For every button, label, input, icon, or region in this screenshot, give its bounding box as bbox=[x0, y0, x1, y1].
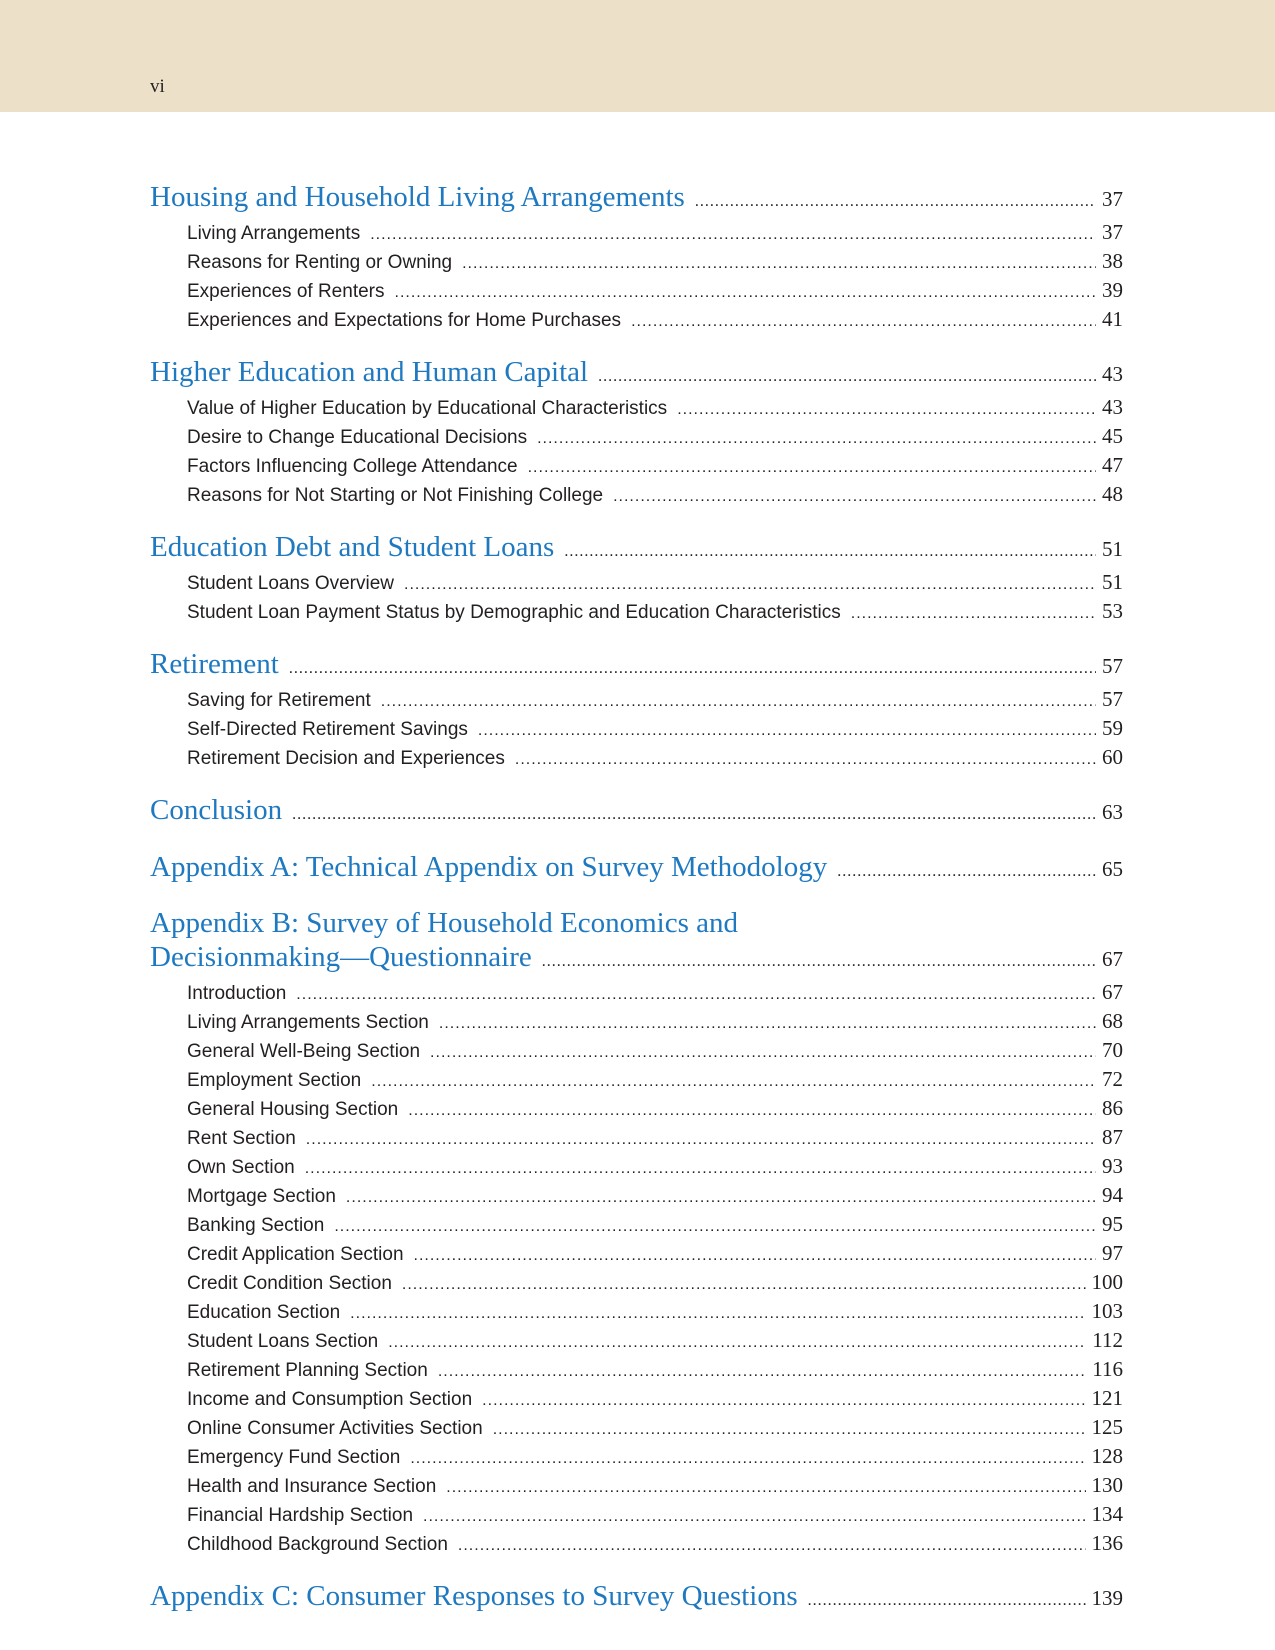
toc-heading[interactable] bbox=[150, 180, 1123, 219]
toc-entry-label: Reasons for Not Starting or Not Finishing College bbox=[187, 485, 604, 506]
toc-heading[interactable] bbox=[150, 1579, 1123, 1618]
toc-entry-label: Self-Directed Retirement Savings bbox=[187, 719, 468, 740]
toc-page-number: 59 bbox=[1102, 716, 1123, 740]
dot-leader bbox=[350, 1300, 1085, 1327]
toc-page-number: 139 bbox=[1091, 1586, 1123, 1610]
toc-heading-title: Higher Education and Human Capital bbox=[150, 356, 589, 388]
toc-page-number: 41 bbox=[1102, 307, 1123, 331]
dot-leader bbox=[334, 1213, 1096, 1240]
toc-entry-label: Introduction bbox=[187, 983, 287, 1004]
toc-section-appendix-a bbox=[150, 850, 1123, 889]
dot-leader bbox=[408, 1097, 1096, 1124]
toc-entry[interactable] bbox=[150, 1124, 1123, 1153]
toc-entry[interactable] bbox=[150, 481, 1123, 510]
toc-entry-label: Rent Section bbox=[187, 1128, 296, 1149]
toc-entry-label: Childhood Background Section bbox=[187, 1534, 448, 1555]
toc-entry-label: Online Consumer Activities Section bbox=[187, 1418, 483, 1439]
toc-entry[interactable] bbox=[150, 248, 1123, 277]
toc-entry[interactable] bbox=[150, 1182, 1123, 1211]
toc-page-number: 87 bbox=[1102, 1125, 1123, 1149]
toc-section-education-debt bbox=[150, 530, 1123, 627]
toc-page-number: 103 bbox=[1091, 1299, 1123, 1323]
toc-page-number: 70 bbox=[1102, 1038, 1123, 1062]
toc-entry[interactable] bbox=[150, 452, 1123, 481]
dot-leader bbox=[305, 1155, 1096, 1182]
dot-leader bbox=[537, 425, 1096, 452]
toc-page-number: 136 bbox=[1091, 1531, 1123, 1555]
toc-section-appendix-b bbox=[150, 907, 1123, 1559]
toc-entry-label: Income and Consumption Section bbox=[187, 1389, 473, 1410]
dot-leader bbox=[404, 571, 1096, 598]
dot-leader bbox=[414, 1242, 1096, 1269]
toc-entry-label: Experiences and Expectations for Home Purchases bbox=[187, 310, 622, 331]
toc-page-number: 86 bbox=[1102, 1096, 1123, 1120]
dot-leader bbox=[292, 798, 1096, 832]
toc-entry[interactable] bbox=[150, 1066, 1123, 1095]
toc-entry-label: Reasons for Renting or Owning bbox=[187, 252, 453, 273]
toc-heading-title-line2: Decisionmaking—Questionnaire bbox=[150, 941, 532, 973]
toc-page-number: 47 bbox=[1102, 453, 1123, 477]
toc-heading-title: Housing and Household Living Arrangements bbox=[150, 181, 685, 213]
dot-leader bbox=[371, 1068, 1096, 1095]
toc-entry[interactable] bbox=[150, 423, 1123, 452]
dot-leader bbox=[493, 1416, 1086, 1443]
toc-entry[interactable] bbox=[150, 394, 1123, 423]
toc-entry-label: Retirement Decision and Experiences bbox=[187, 748, 505, 769]
toc-entry[interactable] bbox=[150, 1472, 1123, 1501]
toc-entry[interactable] bbox=[150, 979, 1123, 1008]
dot-leader bbox=[296, 981, 1096, 1008]
toc-entry[interactable] bbox=[150, 1211, 1123, 1240]
toc-section-higher-education bbox=[150, 355, 1123, 510]
dot-leader bbox=[402, 1271, 1086, 1298]
toc-entry-label: Value of Higher Education by Educational Characteristics bbox=[187, 398, 668, 419]
toc-entry[interactable] bbox=[150, 744, 1123, 773]
toc-heading[interactable] bbox=[150, 793, 1123, 832]
dot-leader bbox=[438, 1358, 1086, 1385]
dot-leader bbox=[598, 360, 1096, 394]
toc-heading-title: Conclusion bbox=[150, 794, 283, 826]
toc-entry[interactable] bbox=[150, 1385, 1123, 1414]
dot-leader bbox=[528, 454, 1096, 481]
toc-heading-title-line1[interactable]: Appendix B: Survey of Household Economics and bbox=[150, 907, 738, 939]
toc-entry-label: Credit Condition Section bbox=[187, 1273, 392, 1294]
toc-entry[interactable] bbox=[150, 715, 1123, 744]
dot-leader bbox=[542, 945, 1096, 979]
toc-heading-title: Retirement bbox=[150, 648, 279, 680]
dot-leader bbox=[808, 1584, 1086, 1618]
dot-leader bbox=[478, 717, 1096, 744]
toc-entry-label: Experiences of Renters bbox=[187, 281, 385, 302]
toc-entry[interactable] bbox=[150, 219, 1123, 248]
toc-entry-label: General Well-Being Section bbox=[187, 1041, 421, 1062]
dot-leader bbox=[837, 855, 1096, 889]
dot-leader bbox=[564, 535, 1096, 569]
toc-heading[interactable] bbox=[150, 850, 1123, 889]
toc-entry-label: Student Loans Overview bbox=[187, 573, 395, 594]
toc-page-number: 65 bbox=[1102, 857, 1123, 881]
dot-leader bbox=[306, 1126, 1096, 1153]
dot-leader bbox=[462, 250, 1096, 277]
toc-page-number: 93 bbox=[1102, 1154, 1123, 1178]
toc-entry[interactable] bbox=[150, 1298, 1123, 1327]
toc-page-number: 121 bbox=[1091, 1386, 1123, 1410]
toc-page-number: 51 bbox=[1102, 537, 1123, 561]
dot-leader bbox=[446, 1474, 1085, 1501]
toc-entry[interactable] bbox=[150, 1153, 1123, 1182]
dot-leader bbox=[631, 308, 1096, 335]
toc-entry-label: Employment Section bbox=[187, 1070, 362, 1091]
toc-page-number: 43 bbox=[1102, 362, 1123, 386]
toc-entry-label: Factors Influencing College Attendance bbox=[187, 456, 518, 477]
toc-heading[interactable] bbox=[150, 647, 1123, 686]
toc-page-number: 72 bbox=[1102, 1067, 1123, 1091]
dot-leader bbox=[439, 1010, 1096, 1037]
toc-entry-label: General Housing Section bbox=[187, 1099, 399, 1120]
toc-entry[interactable] bbox=[150, 1269, 1123, 1298]
toc-entry[interactable] bbox=[150, 1008, 1123, 1037]
toc-page-number: 134 bbox=[1091, 1502, 1123, 1526]
toc-entry-label: Banking Section bbox=[187, 1215, 325, 1236]
toc-entry-label: Own Section bbox=[187, 1157, 295, 1178]
toc-entry[interactable] bbox=[150, 1414, 1123, 1443]
dot-leader bbox=[395, 279, 1097, 306]
toc-entry-label: Financial Hardship Section bbox=[187, 1505, 414, 1526]
toc-page-number: 45 bbox=[1102, 424, 1123, 448]
dot-leader bbox=[388, 1329, 1086, 1356]
toc-page-number: 53 bbox=[1102, 599, 1123, 623]
dot-leader bbox=[613, 483, 1096, 510]
toc-heading[interactable] bbox=[150, 530, 1123, 569]
toc-page-number: 43 bbox=[1102, 395, 1123, 419]
toc-section-conclusion bbox=[150, 793, 1123, 832]
toc-page-number: 95 bbox=[1102, 1212, 1123, 1236]
toc-page-number: 112 bbox=[1092, 1328, 1123, 1352]
dot-leader bbox=[381, 688, 1096, 715]
toc-entry[interactable] bbox=[150, 277, 1123, 306]
toc-page-number: 39 bbox=[1102, 278, 1123, 302]
toc-section-appendix-c bbox=[150, 1579, 1123, 1618]
dot-leader bbox=[851, 600, 1096, 627]
page-number: vi bbox=[150, 76, 165, 97]
toc-entry-label: Health and Insurance Section bbox=[187, 1476, 437, 1497]
toc-entry-label: Retirement Planning Section bbox=[187, 1360, 428, 1381]
dot-leader bbox=[370, 221, 1096, 248]
toc-entry-label: Credit Application Section bbox=[187, 1244, 404, 1265]
dot-leader bbox=[423, 1503, 1085, 1530]
toc-entry[interactable] bbox=[150, 686, 1123, 715]
dot-leader bbox=[289, 652, 1096, 686]
toc-page-number: 128 bbox=[1091, 1444, 1123, 1468]
toc-page-number: 51 bbox=[1102, 570, 1123, 594]
toc-page-number: 100 bbox=[1091, 1270, 1123, 1294]
toc-entry-label: Student Loans Section bbox=[187, 1331, 379, 1352]
toc-entry-label: Emergency Fund Section bbox=[187, 1447, 401, 1468]
toc-page-number: 57 bbox=[1102, 687, 1123, 711]
toc-page-number: 57 bbox=[1102, 654, 1123, 678]
dot-leader bbox=[695, 185, 1096, 219]
toc-heading-title: Appendix C: Consumer Responses to Survey Questions bbox=[150, 1580, 798, 1612]
toc-page-number: 60 bbox=[1102, 745, 1123, 769]
toc-heading[interactable] bbox=[150, 355, 1123, 394]
dot-leader bbox=[410, 1445, 1085, 1472]
toc-entry-label: Desire to Change Educational Decisions bbox=[187, 427, 528, 448]
toc-page-number: 125 bbox=[1091, 1415, 1123, 1439]
toc-entry-label: Student Loan Payment Status by Demographic and Education Characteristics bbox=[187, 602, 841, 623]
toc-entry[interactable] bbox=[150, 1240, 1123, 1269]
toc-page-number: 38 bbox=[1102, 249, 1123, 273]
toc-entry[interactable] bbox=[150, 1327, 1123, 1356]
dot-leader bbox=[677, 396, 1096, 423]
dot-leader bbox=[458, 1532, 1086, 1559]
toc-heading-title: Appendix A: Technical Appendix on Survey Methodology bbox=[150, 851, 828, 883]
toc-entry-label: Living Arrangements bbox=[187, 223, 361, 244]
toc-page-number: 116 bbox=[1092, 1357, 1123, 1381]
toc-entry-label: Mortgage Section bbox=[187, 1186, 336, 1207]
dot-leader bbox=[515, 746, 1096, 773]
toc-page-number: 68 bbox=[1102, 1009, 1123, 1033]
toc-entry[interactable] bbox=[150, 306, 1123, 335]
toc-entry[interactable] bbox=[150, 1095, 1123, 1124]
table-of-contents bbox=[150, 180, 1123, 1638]
dot-leader bbox=[482, 1387, 1085, 1414]
toc-entry[interactable] bbox=[150, 1356, 1123, 1385]
toc-entry[interactable] bbox=[150, 1530, 1123, 1559]
toc-page-number: 130 bbox=[1091, 1473, 1123, 1497]
toc-section-retirement bbox=[150, 647, 1123, 773]
toc-section-housing bbox=[150, 180, 1123, 335]
toc-page-number: 48 bbox=[1102, 482, 1123, 506]
toc-entry-label: Saving for Retirement bbox=[187, 690, 371, 711]
toc-page-number: 67 bbox=[1102, 980, 1123, 1004]
dot-leader bbox=[346, 1184, 1096, 1211]
toc-page-number: 37 bbox=[1102, 187, 1123, 211]
toc-entry[interactable] bbox=[150, 569, 1123, 598]
page-header-band bbox=[0, 0, 1275, 112]
toc-entry[interactable] bbox=[150, 1501, 1123, 1530]
toc-entry[interactable] bbox=[150, 1443, 1123, 1472]
toc-page-number: 97 bbox=[1102, 1241, 1123, 1265]
toc-entry-label: Education Section bbox=[187, 1302, 341, 1323]
toc-entry[interactable] bbox=[150, 1037, 1123, 1066]
toc-heading[interactable] bbox=[150, 940, 1123, 979]
toc-page-number: 67 bbox=[1102, 947, 1123, 971]
toc-page-number: 37 bbox=[1102, 220, 1123, 244]
toc-heading-title: Education Debt and Student Loans bbox=[150, 531, 555, 563]
toc-entry[interactable] bbox=[150, 598, 1123, 627]
toc-page-number: 63 bbox=[1102, 800, 1123, 824]
toc-page-number: 94 bbox=[1102, 1183, 1123, 1207]
dot-leader bbox=[430, 1039, 1096, 1066]
toc-entry-label: Living Arrangements Section bbox=[187, 1012, 429, 1033]
